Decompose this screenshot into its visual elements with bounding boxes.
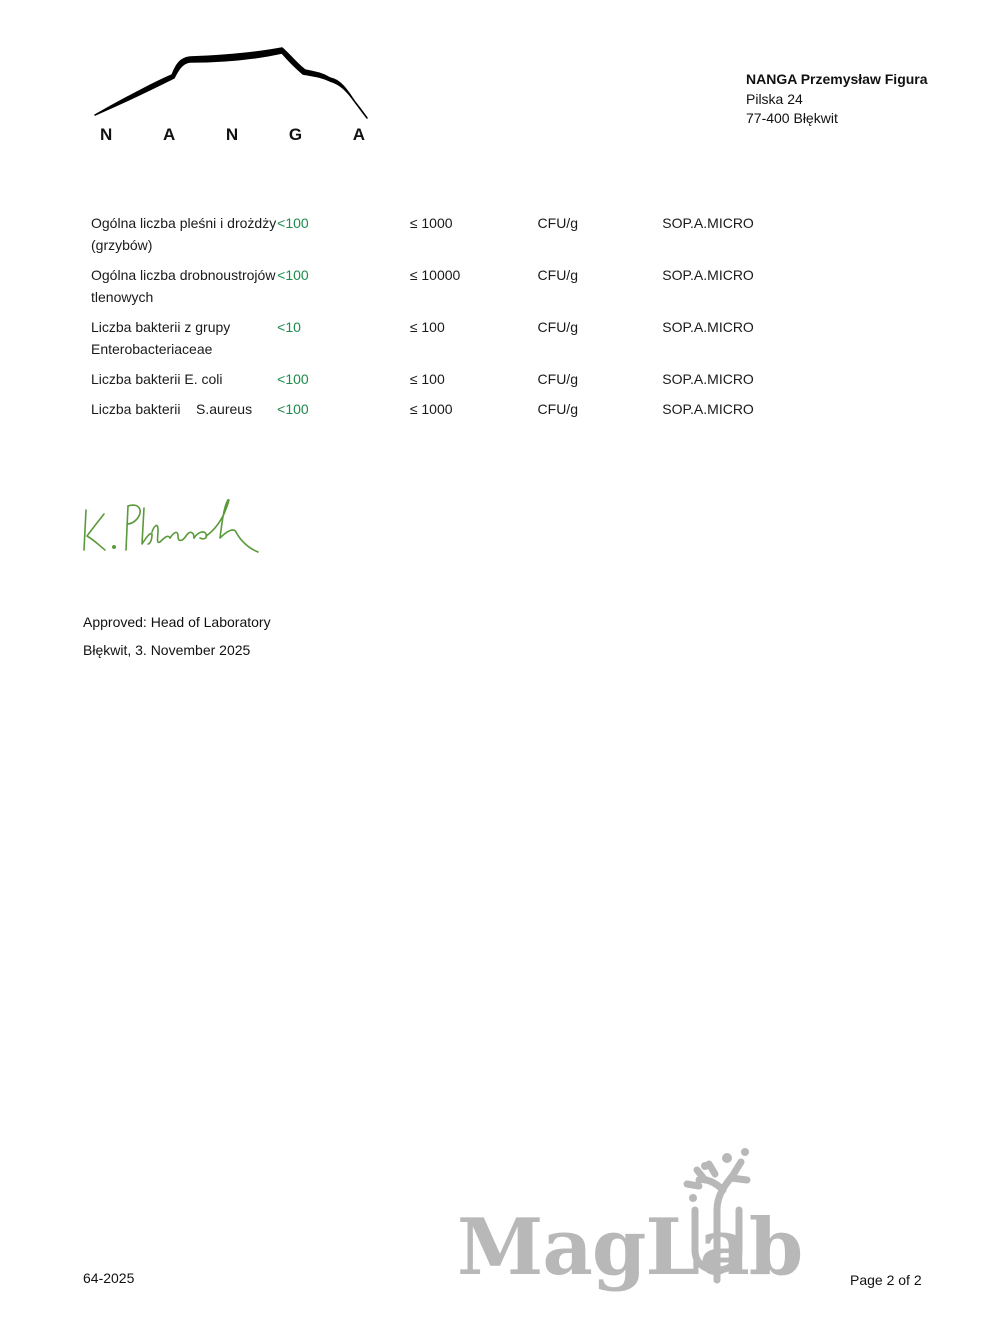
logo-letter: A xyxy=(162,125,176,144)
limit-cell: ≤ 1000 xyxy=(409,401,453,417)
result-cell: <100 xyxy=(277,371,309,387)
nanga-logo xyxy=(90,40,375,150)
place-date: Błękwit, 3. November 2025 xyxy=(83,642,251,658)
mountain-icon xyxy=(90,40,375,130)
table-row xyxy=(91,264,791,308)
method-cell: SOP.A.MICRO xyxy=(662,401,754,417)
result-cell: <10 xyxy=(277,319,301,335)
parameter-cell: Ogólna liczba pleśni i drożdży (grzybów) xyxy=(91,215,277,253)
company-address xyxy=(746,70,928,129)
table-row xyxy=(91,316,791,360)
result-cell: <100 xyxy=(277,267,309,283)
approval-block xyxy=(83,608,271,664)
limit-cell: ≤ 10000 xyxy=(409,267,461,283)
company-name: NANGA Przemysław Figura xyxy=(746,71,928,87)
method-cell: SOP.A.MICRO xyxy=(662,319,754,335)
parameter-cell: Ogólna liczba drobnoustrojów tlenowych xyxy=(91,267,276,305)
parameter-cell: Liczba bakterii S.aureus xyxy=(91,401,253,417)
limit-cell: ≤ 100 xyxy=(409,319,445,335)
company-street: Pilska 24 xyxy=(746,90,803,107)
table-row xyxy=(91,368,791,390)
limit-cell: ≤ 100 xyxy=(409,371,445,387)
parameter-cell: Liczba bakterii E. coli xyxy=(91,371,223,387)
table-row xyxy=(91,398,791,420)
limit-cell: ≤ 1000 xyxy=(409,215,453,231)
result-cell: <100 xyxy=(277,401,309,417)
logo-letter: N xyxy=(100,125,113,144)
approved-by: Approved: Head of Laboratory xyxy=(83,614,271,630)
result-cell: <100 xyxy=(277,215,309,231)
page-number: Page 2 of 2 xyxy=(850,1272,922,1288)
method-cell: SOP.A.MICRO xyxy=(662,371,754,387)
unit-cell: CFU/g xyxy=(537,371,578,387)
table-row xyxy=(91,212,791,256)
method-cell: SOP.A.MICRO xyxy=(662,215,754,231)
maglab-wordmark: MagLab xyxy=(457,1202,803,1293)
parameter-cell: Liczba bakterii z grupy Enterobacteriaceae xyxy=(91,319,231,357)
logo-letter: A xyxy=(352,125,365,144)
results-table xyxy=(91,212,791,420)
unit-cell: CFU/g xyxy=(537,401,578,417)
company-city: 77-400 Błękwit xyxy=(746,110,838,126)
unit-cell: CFU/g xyxy=(537,215,578,231)
logo-letter: G xyxy=(288,125,303,144)
unit-cell: CFU/g xyxy=(537,267,578,283)
signature xyxy=(78,492,268,562)
maglab-logo xyxy=(455,1140,805,1310)
document-number: 64-2025 xyxy=(83,1270,135,1286)
unit-cell: CFU/g xyxy=(537,319,578,335)
method-cell: SOP.A.MICRO xyxy=(662,267,754,283)
logo-letter: N xyxy=(225,125,239,144)
